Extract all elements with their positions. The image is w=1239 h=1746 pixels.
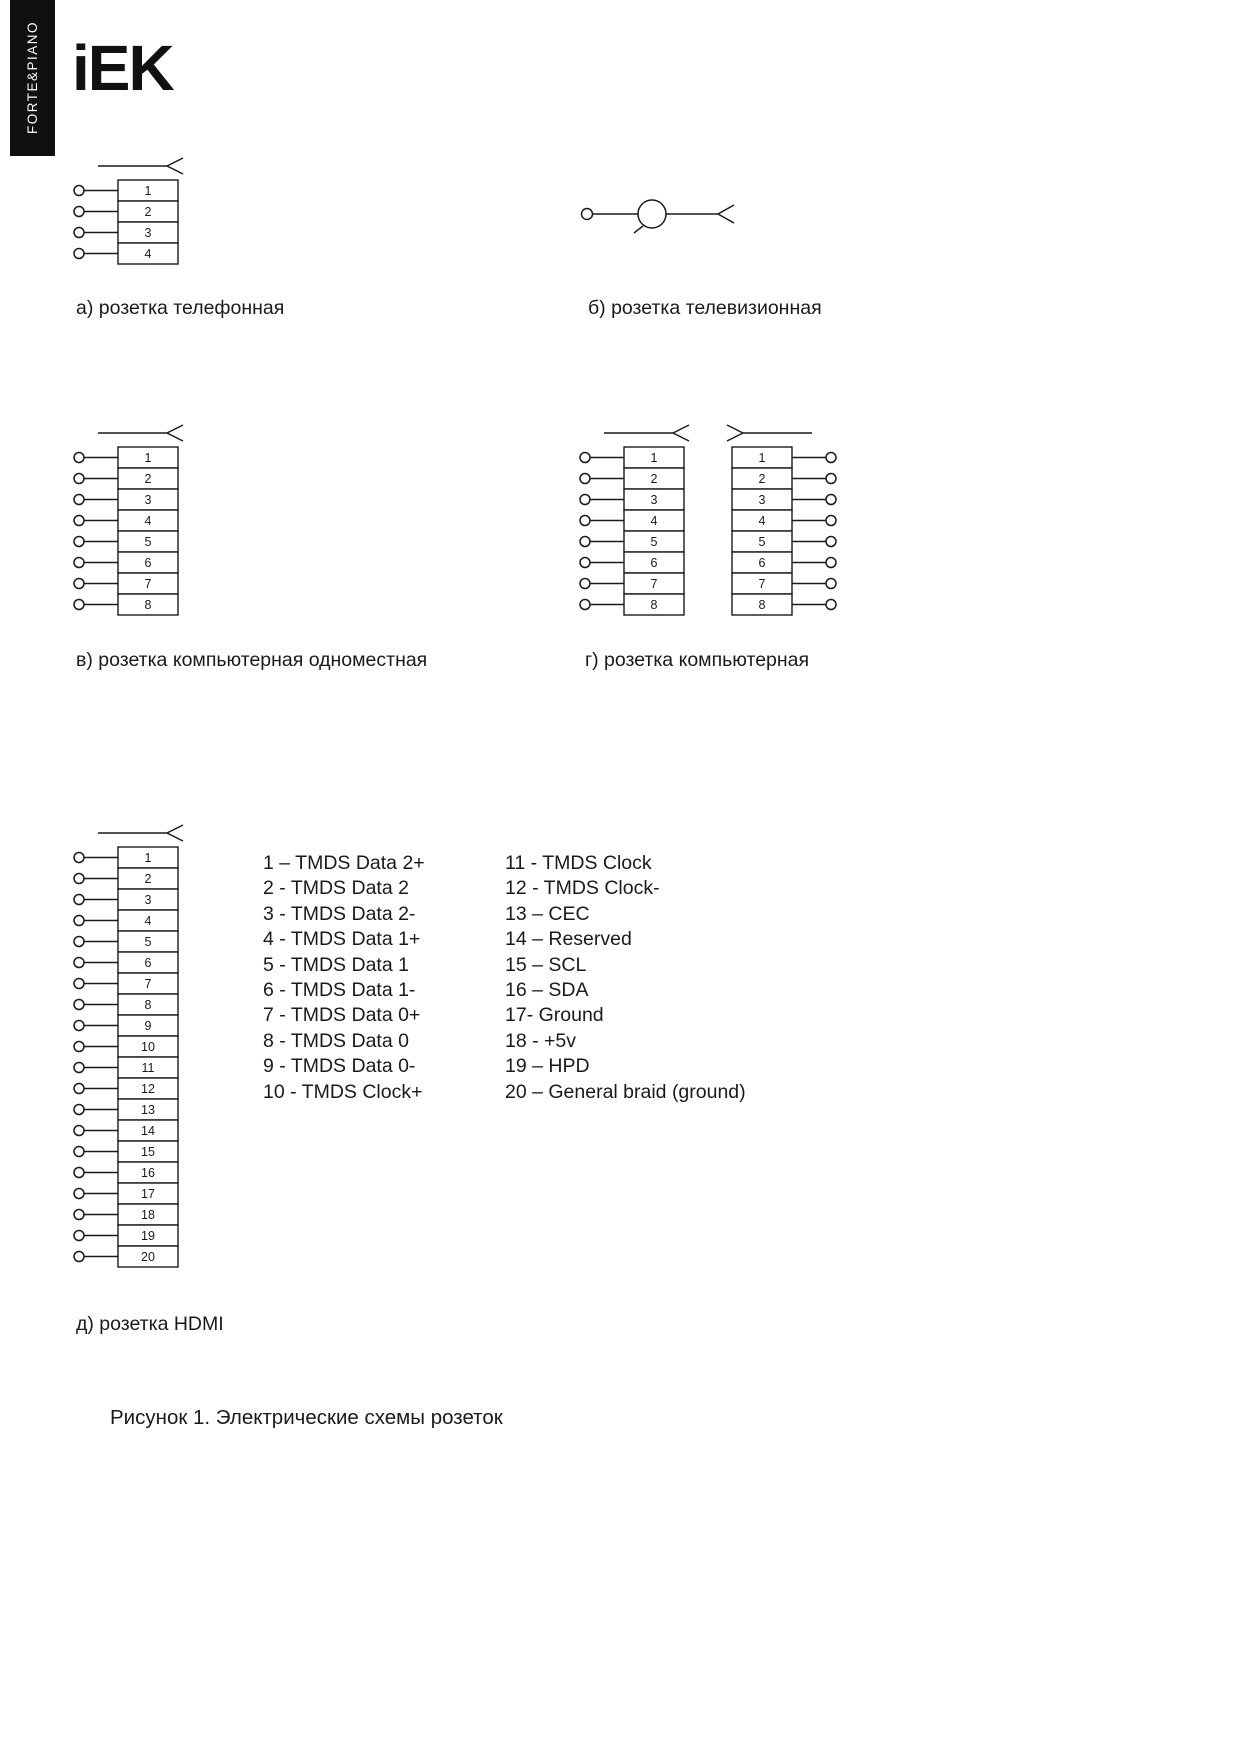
svg-text:1: 1 [650, 451, 658, 466]
hdmi-pin-description: 11 - TMDS Clock [505, 852, 652, 874]
brand-vertical-label: FORTE&PIANO [25, 21, 40, 135]
computer-double-left-connector-svg [576, 421, 708, 623]
telephone-socket-diagram [70, 154, 202, 272]
telephone-socket-label: а) розетка телефонная [76, 297, 285, 319]
hdmi-pin-description: 15 – SCL [505, 953, 587, 976]
svg-text:15: 15 [141, 1145, 155, 1160]
telephone-connector-svg [70, 154, 202, 272]
computer-single-connector-svg [70, 421, 202, 623]
svg-text:2: 2 [758, 472, 766, 487]
hdmi-pin-description: 19 – HPD [505, 1055, 590, 1078]
svg-text:6: 6 [144, 956, 152, 971]
hdmi-pin-description: 10 - TMDS Clock+ [263, 1080, 423, 1103]
svg-text:17: 17 [141, 1187, 155, 1202]
svg-text:7: 7 [144, 977, 152, 992]
svg-text:11: 11 [141, 1061, 155, 1076]
svg-text:2: 2 [650, 472, 658, 487]
hdmi-pin-description: 20 – General braid (ground) [505, 1080, 746, 1103]
svg-text:2: 2 [144, 472, 152, 487]
hdmi-pin-description: 5 - TMDS Data 1 [263, 953, 409, 976]
svg-text:8: 8 [144, 998, 152, 1013]
svg-text:6: 6 [758, 556, 766, 571]
svg-text:5: 5 [144, 935, 152, 950]
svg-text:4: 4 [144, 514, 152, 529]
hdmi-pin-description: 13 – CEC [505, 902, 590, 925]
hdmi-pin-description: 3 - TMDS Data 2- [263, 902, 416, 925]
hdmi-socket-label: д) розетка HDMI [76, 1313, 224, 1335]
svg-text:8: 8 [144, 598, 152, 613]
svg-text:16: 16 [141, 1166, 155, 1181]
hdmi-pin-description: 17- Ground [505, 1004, 604, 1027]
hdmi-pin-description: 16 – SDA [505, 979, 589, 1002]
svg-text:6: 6 [650, 556, 658, 571]
svg-text:4: 4 [758, 514, 766, 529]
svg-text:2: 2 [144, 205, 152, 220]
svg-text:3: 3 [144, 493, 152, 508]
svg-text:4: 4 [144, 914, 152, 929]
svg-text:7: 7 [144, 577, 152, 592]
hdmi-socket-diagram [70, 821, 202, 1275]
svg-text:1: 1 [144, 451, 152, 466]
hdmi-pin-description: 4 - TMDS Data 1+ [263, 928, 421, 951]
tv-socket-diagram [578, 190, 743, 238]
svg-text:9: 9 [144, 1019, 152, 1034]
hdmi-pin-descriptions-col2 [505, 851, 746, 1105]
svg-text:1: 1 [758, 451, 766, 466]
hdmi-pin-description: 14 – Reserved [505, 928, 632, 951]
svg-text:8: 8 [650, 598, 658, 613]
computer-double-right-connector-svg [708, 421, 840, 623]
svg-text:8: 8 [758, 598, 766, 613]
hdmi-pin-description: 7 - TMDS Data 0+ [263, 1004, 421, 1027]
computer-single-socket-diagram [70, 421, 202, 623]
svg-text:3: 3 [758, 493, 766, 508]
tv-connector-svg [578, 190, 743, 238]
hdmi-pin-description: 1 – TMDS Data 2+ [263, 852, 425, 874]
svg-text:5: 5 [650, 535, 658, 550]
svg-text:4: 4 [144, 247, 152, 262]
svg-text:2: 2 [144, 872, 152, 887]
svg-text:1: 1 [144, 851, 152, 866]
svg-text:3: 3 [650, 493, 658, 508]
hdmi-connector-svg [70, 821, 202, 1275]
hdmi-pin-description: 9 - TMDS Data 0- [263, 1055, 416, 1078]
hdmi-pin-description: 8 - TMDS Data 0 [263, 1029, 409, 1052]
computer-single-socket-label: в) розетка компьютерная одноместная [76, 649, 428, 671]
iek-logo: iEK [72, 32, 173, 104]
svg-text:7: 7 [650, 577, 658, 592]
brand-sidebar [10, 0, 55, 156]
computer-double-socket-diagram [576, 421, 840, 623]
svg-text:3: 3 [144, 893, 152, 908]
computer-double-socket-label: г) розетка компьютерная [585, 649, 810, 671]
svg-text:20: 20 [141, 1250, 155, 1265]
svg-text:7: 7 [758, 577, 766, 592]
svg-text:4: 4 [650, 514, 658, 529]
hdmi-pin-description: 2 - TMDS Data 2 [263, 877, 409, 900]
svg-text:1: 1 [144, 184, 152, 199]
svg-text:18: 18 [141, 1208, 155, 1223]
hdmi-pin-descriptions-col1 [263, 851, 425, 1105]
figure-caption: Рисунок 1. Электрические схемы розеток [110, 1406, 503, 1429]
hdmi-pin-description: 12 - TMDS Clock- [505, 877, 660, 900]
svg-text:14: 14 [141, 1124, 155, 1139]
svg-text:19: 19 [141, 1229, 155, 1244]
svg-text:6: 6 [144, 556, 152, 571]
hdmi-pin-description: 6 - TMDS Data 1- [263, 979, 416, 1002]
svg-text:3: 3 [144, 226, 152, 241]
tv-socket-label: б) розетка телевизионная [588, 297, 822, 319]
svg-text:12: 12 [141, 1082, 155, 1097]
svg-text:10: 10 [141, 1040, 155, 1055]
hdmi-pin-description: 18 - +5v [505, 1029, 577, 1052]
svg-text:5: 5 [758, 535, 766, 550]
svg-text:13: 13 [141, 1103, 155, 1118]
svg-text:5: 5 [144, 535, 152, 550]
